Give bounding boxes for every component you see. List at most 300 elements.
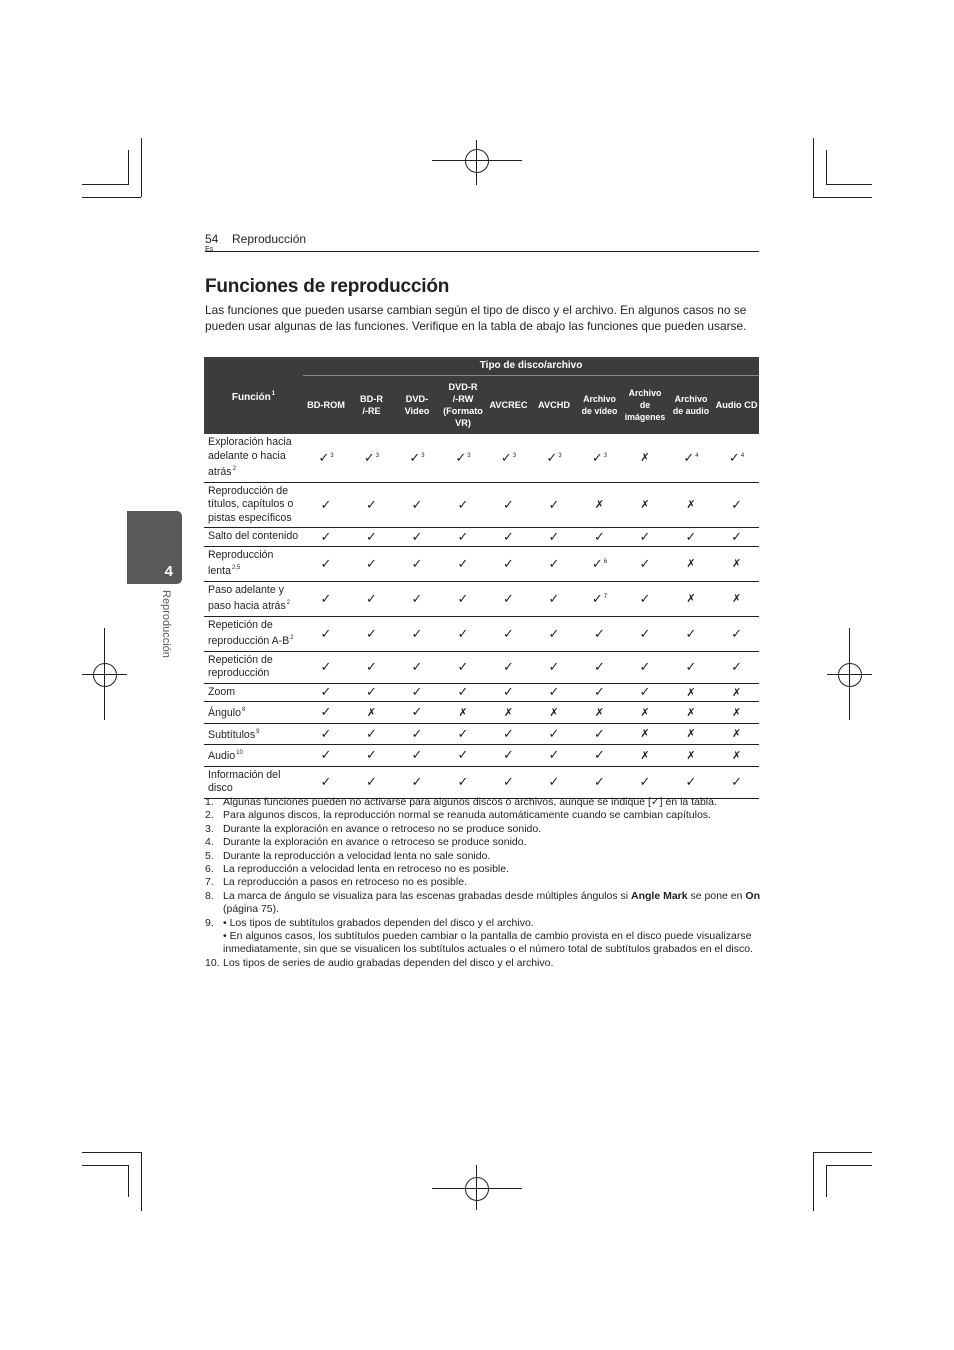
- check-icon: ✓: [366, 684, 377, 700]
- check-icon: ✓: [548, 747, 560, 763]
- cell-note: 3: [512, 452, 517, 459]
- support-cell: [440, 651, 486, 683]
- cross-icon: ✗: [640, 452, 650, 465]
- check-icon: ✓: [411, 725, 423, 741]
- check-icon: ✓: [320, 684, 332, 700]
- table-row: [204, 434, 759, 482]
- function-name: Zoom: [204, 683, 303, 702]
- support-cell: [577, 702, 622, 724]
- check-icon: ✓: [366, 659, 377, 674]
- support-cell: [486, 651, 531, 683]
- support-cell: [303, 434, 349, 482]
- check-icon: ✓: [548, 725, 560, 741]
- cross-icon: ✗: [731, 706, 742, 719]
- check-icon: ✓: [594, 684, 605, 700]
- support-cell: [668, 745, 714, 767]
- support-cell: [303, 546, 349, 581]
- column-header: Archivo de audio: [668, 376, 714, 435]
- support-cell: [668, 766, 714, 798]
- support-cell: [349, 546, 394, 581]
- function-name: Repetición de reproducción: [204, 651, 303, 683]
- check-icon: ✓: [366, 747, 377, 763]
- crop-mark: [813, 197, 872, 198]
- support-cell: [577, 616, 622, 651]
- support-cell: [531, 434, 577, 482]
- check-icon: ✓: [457, 684, 469, 700]
- support-cell: [486, 702, 531, 724]
- check-icon: ✓: [548, 555, 560, 571]
- check-icon: ✓: [411, 684, 423, 700]
- cell-note: 4: [740, 452, 745, 459]
- support-cell: [394, 745, 440, 767]
- crop-mark: [141, 1152, 142, 1211]
- table-row: [204, 766, 759, 798]
- check-icon: ✓: [639, 625, 651, 641]
- check-icon: ✓: [366, 625, 377, 641]
- check-icon: ✓: [457, 747, 469, 763]
- registration-circle: [838, 663, 862, 687]
- support-cell: [440, 528, 486, 547]
- cell-note: 3: [603, 452, 608, 459]
- support-cell: [440, 683, 486, 702]
- support-cell: [440, 723, 486, 745]
- check-icon: ✓: [594, 747, 605, 763]
- support-cell: [440, 546, 486, 581]
- check-icon: ✓: [594, 625, 605, 641]
- support-cell: [577, 581, 622, 616]
- support-cell: [668, 482, 714, 528]
- column-header: Archivo de vídeo: [577, 376, 622, 435]
- check-icon: ✓: [728, 449, 740, 465]
- column-header: AVCHD: [531, 376, 577, 435]
- function-name: Salto del contenido: [204, 528, 303, 547]
- check-icon: ✓: [731, 496, 742, 512]
- support-cell: [622, 581, 668, 616]
- registration-circle: [93, 663, 117, 687]
- cross-icon: ✗: [686, 686, 696, 699]
- support-cell: [577, 482, 622, 528]
- footnote: 3. Durante la exploración en avance o retroceso no se produce sonido.: [205, 822, 542, 835]
- support-cell: [349, 616, 394, 651]
- support-cell: [531, 766, 577, 798]
- table-row: [204, 546, 759, 581]
- check-icon: ✓: [411, 659, 423, 674]
- cross-icon: ✗: [731, 558, 742, 570]
- check-icon: ✓: [639, 659, 651, 674]
- support-cell: [349, 581, 394, 616]
- check-icon: ✓: [503, 496, 514, 512]
- table-row: [204, 702, 759, 724]
- support-cell: [394, 546, 440, 581]
- support-cell: [486, 434, 531, 482]
- cross-icon: ✗: [686, 749, 696, 762]
- function-name: Paso adelante y paso hacia atrás$^2$: [204, 581, 303, 616]
- function-name: Información del disco: [204, 766, 303, 798]
- check-icon: ✓: [366, 555, 377, 571]
- support-cell: [440, 434, 486, 482]
- support-cell: [349, 683, 394, 702]
- cross-icon: ✗: [640, 706, 650, 719]
- crop-mark: [141, 138, 142, 197]
- support-cell: [531, 546, 577, 581]
- support-cell: [622, 723, 668, 745]
- check-icon: ✓: [548, 684, 560, 700]
- registration-circle: [465, 149, 489, 173]
- support-cell: [394, 651, 440, 683]
- support-cell: [577, 683, 622, 702]
- intro-paragraph: Las funciones que pueden usarse cambian según el tipo de disco y el archivo. En algunos casos no se pueden usar algunas de las funciones. Verifique en la tabla de abajo las funciones que pueden usarse.: [205, 303, 747, 333]
- registration-circle: [465, 1177, 489, 1201]
- support-cell: [577, 723, 622, 745]
- support-cell: [349, 482, 394, 528]
- table-row: [204, 651, 759, 683]
- check-icon: ✓: [548, 590, 560, 606]
- check-icon: ✓: [594, 659, 605, 674]
- support-cell: [622, 482, 668, 528]
- function-name: Ángulo$^8$: [204, 702, 303, 724]
- support-cell: [349, 745, 394, 767]
- running-header: [205, 231, 759, 252]
- page-title: Funciones de reproducción: [205, 276, 450, 297]
- check-icon: ✓: [411, 496, 423, 512]
- support-cell: [303, 745, 349, 767]
- support-cell: [531, 651, 577, 683]
- check-icon: ✓: [411, 528, 423, 544]
- cell-note: 3: [467, 452, 471, 459]
- chapter-number: 4: [164, 563, 173, 580]
- support-cell: [486, 528, 531, 547]
- support-cell: [394, 702, 440, 724]
- support-cell: [668, 702, 714, 724]
- support-cell: [577, 651, 622, 683]
- support-cell: [349, 434, 394, 482]
- functions-table: [204, 357, 759, 799]
- support-cell: [349, 723, 394, 745]
- support-cell: [531, 482, 577, 528]
- support-cell: [622, 651, 668, 683]
- check-icon: ✓: [503, 625, 514, 641]
- column-header: BD-ROM: [303, 376, 349, 435]
- crop-mark: [826, 1165, 827, 1197]
- footnote: 1. Algunas funciones pueden no activarse para algunos discos o archivos, aunque se indique [✓] en la tabla.: [205, 796, 717, 808]
- disc-type-header: Tipo de disco/archivo: [303, 357, 759, 376]
- cross-icon: ✗: [686, 558, 696, 570]
- check-icon: ✓: [318, 449, 330, 465]
- support-cell: [714, 482, 759, 528]
- support-cell: [531, 745, 577, 767]
- support-cell: [714, 434, 759, 482]
- footnote: 10. Los tipos de series de audio grabadas dependen del disco y el archivo.: [205, 956, 554, 969]
- support-cell: [394, 766, 440, 798]
- crop-mark: [128, 150, 129, 185]
- footnote: 7. La reproducción a pasos en retroceso no es posible.: [205, 876, 467, 889]
- column-header: DVD-R /-RW (Formato VR): [440, 376, 486, 435]
- function-name: Reproducción lenta$^{2,5}$: [204, 546, 303, 581]
- cell-note: 4: [695, 452, 699, 459]
- check-icon: ✓: [320, 590, 332, 606]
- support-cell: [486, 546, 531, 581]
- cell-note: 6: [603, 558, 608, 565]
- check-icon: ✓: [548, 528, 560, 544]
- crop-mark: [813, 138, 814, 197]
- support-cell: [303, 723, 349, 745]
- crop-mark: [128, 1165, 129, 1197]
- support-cell: [531, 528, 577, 547]
- check-icon: ✓: [503, 659, 514, 674]
- check-icon: ✓: [457, 625, 469, 641]
- support-cell: [486, 745, 531, 767]
- cross-icon: ✗: [594, 499, 605, 512]
- check-icon: ✓: [320, 625, 332, 641]
- check-icon: ✓: [639, 528, 651, 544]
- support-cell: [714, 528, 759, 547]
- check-icon: ✓: [500, 449, 512, 465]
- check-icon: ✓: [320, 555, 332, 571]
- crop-mark: [813, 1152, 814, 1211]
- check-icon: ✓: [683, 449, 695, 465]
- check-icon: ✓: [320, 659, 332, 674]
- cell-note: 3: [330, 452, 334, 459]
- cross-icon: ✗: [686, 728, 696, 741]
- support-cell: [714, 745, 759, 767]
- table-row: [204, 528, 759, 547]
- support-cell: [622, 528, 668, 547]
- support-cell: [668, 528, 714, 547]
- cell-note: 3: [558, 452, 562, 459]
- check-icon: ✓: [320, 528, 332, 544]
- crop-mark: [82, 184, 128, 185]
- support-cell: [531, 616, 577, 651]
- cross-icon: ✗: [366, 706, 377, 719]
- support-cell: [577, 434, 622, 482]
- check-icon: ✓: [411, 774, 423, 789]
- check-icon: ✓: [411, 704, 423, 720]
- crop-mark: [813, 1152, 872, 1153]
- check-icon: ✓: [546, 449, 558, 465]
- support-cell: [668, 546, 714, 581]
- check-icon: ✓: [639, 774, 651, 789]
- support-cell: [440, 702, 486, 724]
- support-cell: [577, 528, 622, 547]
- cross-icon: ✗: [731, 749, 742, 762]
- check-icon: ✓: [685, 774, 697, 789]
- support-cell: [303, 528, 349, 547]
- cross-icon: ✗: [686, 593, 696, 605]
- support-cell: [440, 581, 486, 616]
- check-icon: ✓: [366, 725, 377, 741]
- table-row: [204, 581, 759, 616]
- support-cell: [486, 683, 531, 702]
- check-icon: ✓: [411, 747, 423, 763]
- support-cell: [577, 546, 622, 581]
- footnote: 2. Para algunos discos, la reproducción normal se reanuda automáticamente cuando se cambian capítulos.: [205, 809, 711, 822]
- support-cell: [622, 683, 668, 702]
- support-cell: [394, 683, 440, 702]
- support-cell: [714, 581, 759, 616]
- check-icon: ✓: [455, 449, 467, 465]
- function-name: Repetición de reproducción $A-B^2$: [204, 616, 303, 651]
- check-icon: ✓: [457, 659, 469, 674]
- support-cell: [349, 702, 394, 724]
- check-icon: ✓: [685, 659, 697, 674]
- table-row: [204, 723, 759, 745]
- support-cell: [394, 723, 440, 745]
- support-cell: [714, 766, 759, 798]
- function-header: Función$^1$: [204, 357, 303, 434]
- support-cell: [622, 616, 668, 651]
- check-icon: ✓: [548, 496, 560, 512]
- support-cell: [486, 616, 531, 651]
- support-cell: [714, 616, 759, 651]
- cross-icon: ✗: [458, 706, 468, 719]
- check-icon: ✓: [503, 725, 514, 741]
- footnote: 9. • Los tipos de subtítulos grabados dependen del disco y el archivo. • En algunos casos, los subtítulos pueden cambiar o la pantalla de cambio provista en el disco puede visualizarse inmediatamente, sin que se visualicen los subtítulos actuales o el número total de subtítulos grabados en el disco.: [205, 916, 753, 956]
- check-icon: ✓: [731, 659, 742, 674]
- crop-mark: [82, 1165, 128, 1166]
- check-icon: ✓: [639, 555, 651, 571]
- support-cell: [668, 434, 714, 482]
- support-cell: [531, 723, 577, 745]
- table-row: [204, 482, 759, 528]
- page-language: Es: [205, 246, 214, 253]
- support-cell: [622, 745, 668, 767]
- table-row: [204, 745, 759, 767]
- check-icon: ✓: [503, 747, 514, 763]
- column-header: Audio CD: [714, 376, 759, 435]
- cross-icon: ✗: [731, 593, 742, 605]
- support-cell: [668, 651, 714, 683]
- support-cell: [622, 702, 668, 724]
- support-cell: [622, 434, 668, 482]
- cell-note: 3: [375, 452, 380, 459]
- footnote: 8. La marca de ángulo se visualiza para las escenas grabadas desde múltiples ángulos si Angle Mark se pone en On (página 75).: [205, 889, 760, 916]
- function-name: Reproducción de títulos, capítulos o pistas específicos: [204, 482, 303, 528]
- check-icon: ✓: [685, 625, 697, 641]
- column-header: DVD- Video: [394, 376, 440, 435]
- support-cell: [668, 723, 714, 745]
- check-icon: ✓: [409, 449, 421, 465]
- check-icon: ✓: [366, 590, 377, 606]
- check-icon: ✓: [503, 528, 514, 544]
- check-icon: ✓: [366, 774, 377, 789]
- crop-mark: [826, 1165, 872, 1166]
- support-cell: [531, 581, 577, 616]
- crop-mark: [826, 184, 872, 185]
- footnote: 4. Durante la exploración en avance o retroceso se produce sonido.: [205, 836, 527, 849]
- support-cell: [303, 702, 349, 724]
- cross-icon: ✗: [549, 706, 559, 719]
- check-icon: ✓: [457, 496, 469, 512]
- check-icon: ✓: [320, 704, 332, 720]
- check-icon: ✓: [731, 625, 742, 641]
- cross-icon: ✗: [731, 686, 742, 699]
- check-icon: ✓: [685, 528, 697, 544]
- support-cell: [668, 616, 714, 651]
- cell-note: 3: [421, 452, 425, 459]
- check-icon: ✓: [320, 774, 332, 789]
- cross-icon: ✗: [640, 728, 650, 741]
- support-cell: [714, 546, 759, 581]
- check-icon: ✓: [731, 774, 742, 789]
- support-cell: [303, 651, 349, 683]
- support-cell: [622, 766, 668, 798]
- table-row: [204, 683, 759, 702]
- support-cell: [714, 702, 759, 724]
- function-name: Audio$^{10}$: [204, 745, 303, 767]
- cross-icon: ✗: [686, 706, 696, 719]
- crop-mark: [82, 1152, 141, 1153]
- crop-mark: [826, 150, 827, 185]
- support-cell: [714, 723, 759, 745]
- check-icon: ✓: [591, 590, 603, 606]
- check-icon: ✓: [594, 725, 605, 741]
- support-cell: [394, 434, 440, 482]
- support-cell: [577, 766, 622, 798]
- chapter-label: Reproducción: [160, 590, 172, 658]
- cross-icon: ✗: [686, 499, 696, 512]
- cross-icon: ✗: [594, 706, 605, 719]
- support-cell: [349, 528, 394, 547]
- support-cell: [714, 683, 759, 702]
- check-icon: ✓: [366, 528, 377, 544]
- check-icon: ✓: [503, 555, 514, 571]
- column-header: BD-R /-RE: [349, 376, 394, 435]
- check-icon: ✓: [548, 659, 560, 674]
- page-number: 54: [205, 232, 219, 246]
- footnote: 6. La reproducción a velocidad lenta en retroceso no es posible.: [205, 863, 510, 876]
- check-icon: ✓: [548, 774, 560, 789]
- support-cell: [440, 616, 486, 651]
- footnotes: [205, 796, 765, 970]
- check-icon: ✓: [457, 555, 469, 571]
- support-cell: [622, 546, 668, 581]
- support-cell: [349, 766, 394, 798]
- support-cell: [303, 581, 349, 616]
- column-header: Archivo de imágenes: [622, 376, 668, 435]
- support-cell: [486, 723, 531, 745]
- support-cell: [440, 745, 486, 767]
- cross-icon: ✗: [640, 499, 650, 512]
- support-cell: [668, 683, 714, 702]
- support-cell: [440, 482, 486, 528]
- crop-mark: [82, 197, 141, 198]
- check-icon: ✓: [457, 725, 469, 741]
- check-icon: ✓: [594, 774, 605, 789]
- cell-note: 7: [603, 593, 608, 600]
- support-cell: [303, 482, 349, 528]
- support-cell: [486, 766, 531, 798]
- support-cell: [668, 581, 714, 616]
- footnote: 5. Durante la reproducción a velocidad lenta no sale sonido.: [205, 849, 491, 862]
- check-icon: ✓: [503, 684, 514, 700]
- cross-icon: ✗: [640, 749, 650, 762]
- check-icon: ✓: [503, 774, 514, 789]
- function-name: Subtítulos$^9$: [204, 723, 303, 745]
- support-cell: [714, 651, 759, 683]
- column-header: AVCREC: [486, 376, 531, 435]
- check-icon: ✓: [411, 590, 423, 606]
- check-icon: ✓: [639, 590, 651, 606]
- check-icon: ✓: [457, 774, 469, 789]
- cross-icon: ✗: [731, 728, 742, 741]
- section-name: Reproducción: [232, 232, 307, 246]
- check-icon: ✓: [591, 449, 603, 465]
- check-icon: ✓: [320, 747, 332, 763]
- support-cell: [486, 581, 531, 616]
- check-icon: ✓: [457, 590, 469, 606]
- check-icon: ✓: [639, 684, 651, 700]
- table-row: [204, 616, 759, 651]
